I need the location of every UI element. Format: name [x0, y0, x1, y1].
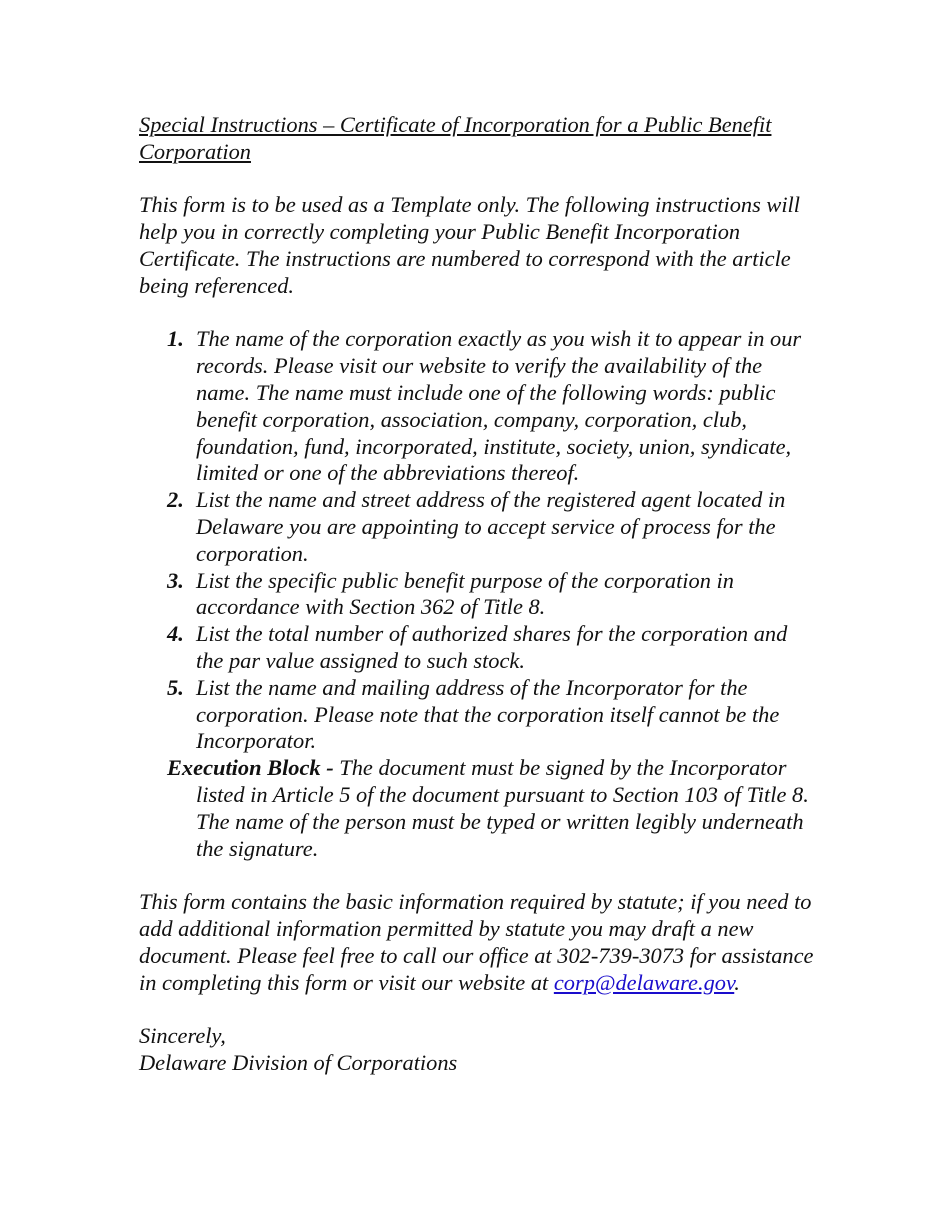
document-title: Special Instructions – Certificate of Incorporation for a Public Benefit Corporation [139, 112, 772, 164]
list-item [139, 326, 819, 487]
email-link[interactable]: corp@delaware.gov [553, 969, 735, 995]
list-item [139, 621, 819, 675]
signer-name: Delaware Division of Corporations [139, 1049, 458, 1075]
item-number: 3. [167, 567, 184, 593]
execution-block-label: Execution Block - [167, 755, 334, 781]
closing-period: . [734, 969, 740, 995]
salutation: Sincerely, [139, 1023, 226, 1049]
list-item [139, 568, 819, 622]
closing-paragraph [139, 889, 819, 996]
item-text: List the name and street address of the registered agent located in Delaware you are appointing to accept service of process for the corporation. [196, 487, 786, 566]
instruction-list [139, 326, 819, 755]
item-number: 5. [167, 674, 184, 700]
list-item [139, 487, 819, 567]
execution-block-text: The document must be signed by the Incorporator listed in Article 5 of the document pursuant to Section 103 of Title 8. The name of the person must be typed or written legibly underneath the signature. [196, 755, 809, 861]
signoff [139, 1023, 819, 1077]
item-text: List the specific public benefit purpose of the corporation in accordance with Section 362 of Title 8. [196, 567, 734, 620]
item-text: The name of the corporation exactly as you wish it to appear in our records. Please visit our website to verify the availability of the name. The name must include one of the following words: public benefit corporation, association, company, corporation, club, foundation, fund, incorporated, institute, society, union, syndicate, limited or one of the abbreviations thereof. [196, 326, 802, 486]
list-item [139, 675, 819, 755]
execution-block [139, 755, 819, 862]
closing-text: This form contains the basic information required by statute; if you need to add additional information permitted by statute you may draft a new document. Please feel free to call our office at 302-739-3073 for assistance in completing this form or visit our website at [139, 889, 814, 995]
item-number: 2. [167, 487, 184, 513]
item-text: List the total number of authorized shares for the corporation and the par value assigned to such stock. [196, 621, 788, 673]
intro-paragraph: This form is to be used as a Template only. The following instructions will help you in correctly completing your Public Benefit Incorporation Certificate. The instructions are numbered to correspond with the article being referenced. [139, 192, 800, 298]
item-number: 1. [167, 326, 184, 352]
document-page [139, 112, 819, 1077]
item-text: List the name and mailing address of the Incorporator for the corporation. Please note that the corporation itself cannot be the Incorporator. [196, 674, 780, 754]
item-number: 4. [167, 621, 184, 647]
